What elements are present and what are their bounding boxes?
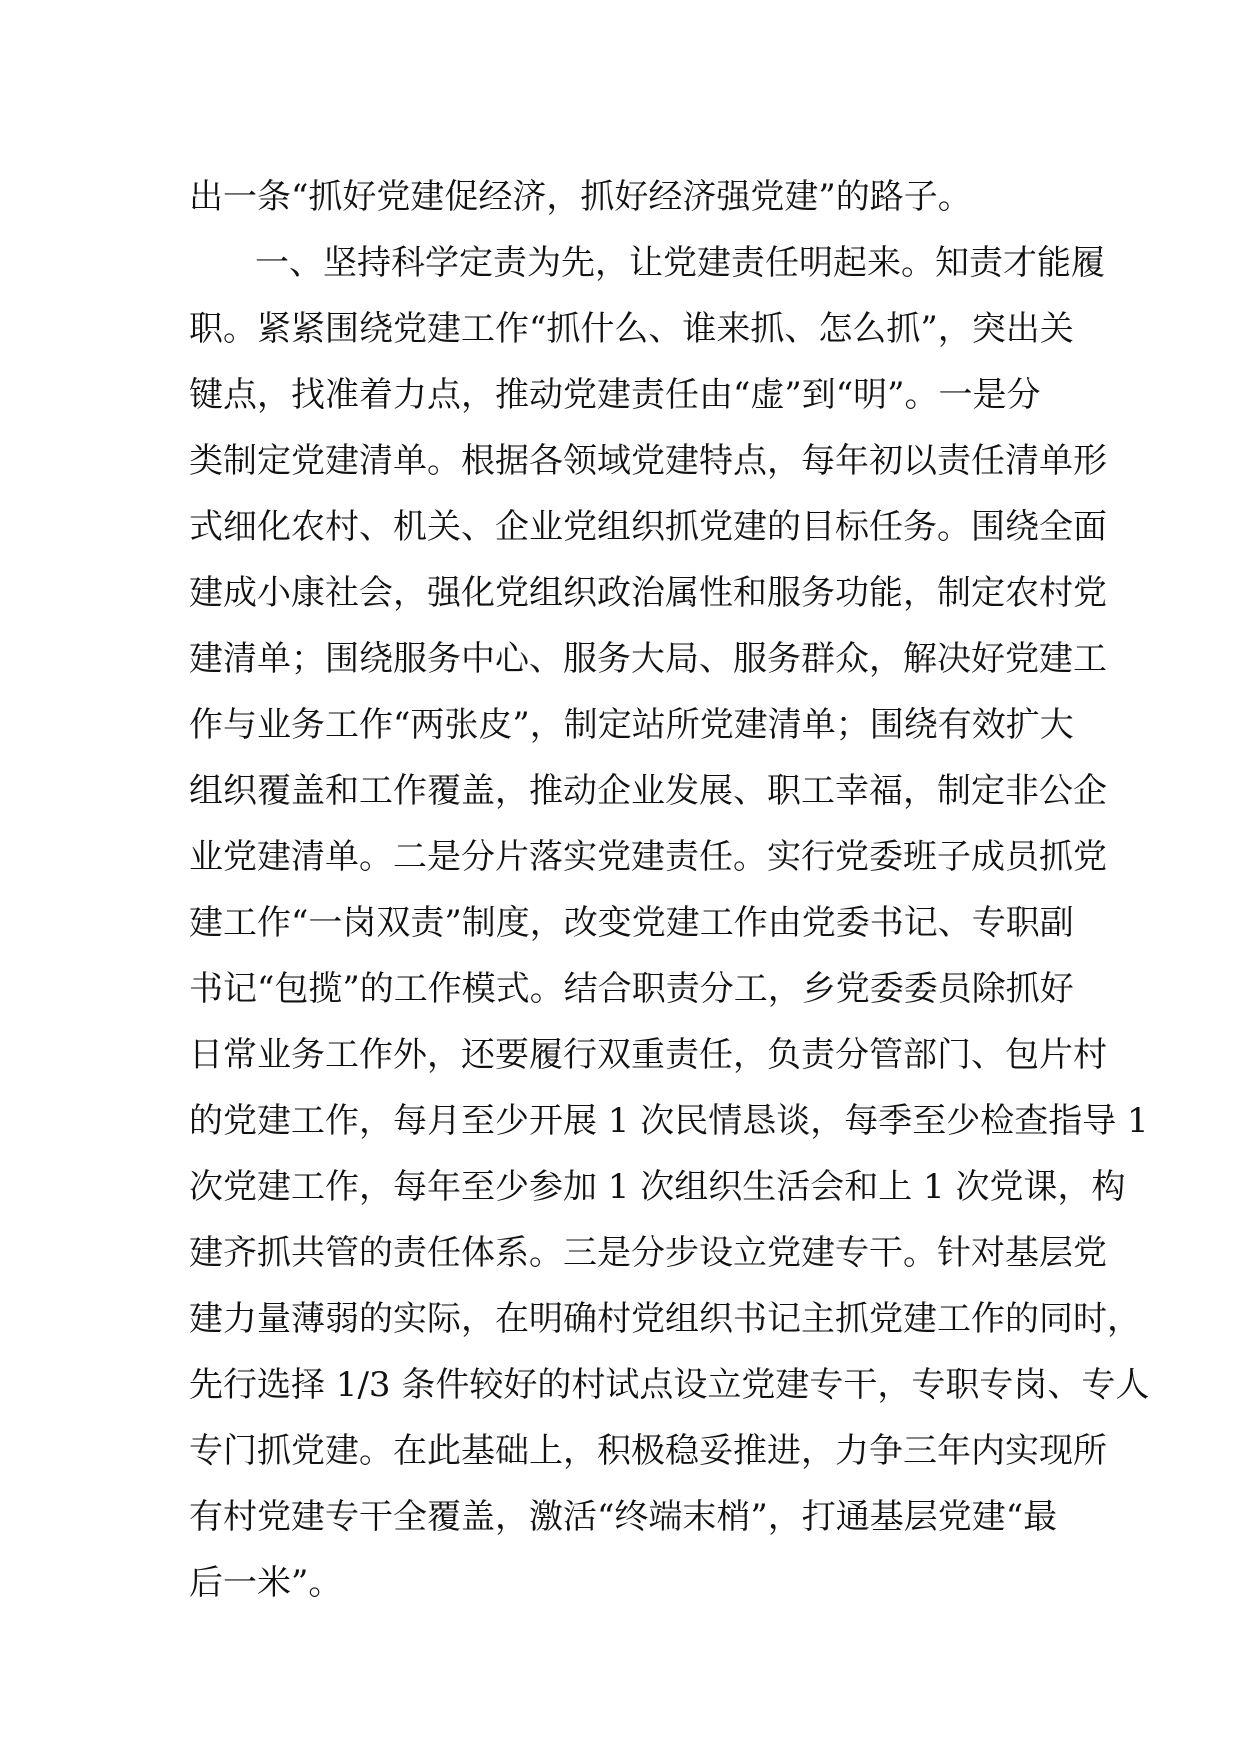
text-line: 式细化农村、机关、企业党组织抓党建的目标任务。围绕全面	[189, 507, 1107, 547]
text-line: 次党建工作，每年至少参加 1 次组织生活会和上 1 次党课，构	[189, 1167, 1126, 1207]
text-line: 专门抓党建。在此基础上，积极稳妥推进，力争三年内实现所	[189, 1431, 1107, 1471]
text-line: 日常业务工作外，还要履行双重责任，负责分管部门、包片村	[189, 1035, 1107, 1075]
text-line: 的党建工作，每月至少开展 1 次民情恳谈，每季至少检查指导 1	[189, 1101, 1149, 1141]
text-line: 建工作“一岗双责”制度，改变党建工作由党委书记、专职副	[189, 903, 1074, 943]
text-line: 先行选择 1/3 条件较好的村试点设立党建专干，专职专岗、专人	[189, 1365, 1150, 1405]
text-line: 建成小康社会，强化党组织政治属性和服务功能，制定农村党	[189, 573, 1107, 613]
text-line: 建清单；围绕服务中心、服务大局、服务群众，解决好党建工	[189, 639, 1107, 679]
text-line: 有村党建专干全覆盖，激活“终端末梢”，打通基层党建“最	[189, 1497, 1058, 1537]
text-line: 键点，找准着力点，推动党建责任由“虚”到“明”。一是分	[189, 375, 1041, 415]
text-line: 作与业务工作“两张皮”，制定站所党建清单；围绕有效扩大	[189, 705, 1074, 745]
text-line: 业党建清单。二是分片落实党建责任。实行党委班子成员抓党	[189, 837, 1107, 877]
text-line: 建力量薄弱的实际，在明确村党组织书记主抓党建工作的同时，	[189, 1299, 1141, 1339]
text-line: 类制定党建清单。根据各领域党建特点，每年初以责任清单形	[189, 441, 1107, 481]
text-line: 组织覆盖和工作覆盖，推动企业发展、职工幸福，制定非公企	[189, 771, 1107, 811]
text-line: 后一米”。	[189, 1563, 343, 1603]
text-line: 书记“包揽”的工作模式。结合职责分工，乡党委委员除抓好	[189, 969, 1074, 1009]
section-heading-line: 一、坚持科学定责为先，让党建责任明起来。知责才能履	[255, 243, 1105, 283]
text-line: 建齐抓共管的责任体系。三是分步设立党建专干。针对基层党	[189, 1233, 1107, 1273]
text-line: 职。紧紧围绕党建工作“抓什么、谁来抓、怎么抓”，突出关	[189, 309, 1074, 349]
text-line: 出一条“抓好党建促经济，抓好经济强党建”的路子。	[189, 177, 972, 217]
body-text	[189, 164, 1150, 1616]
